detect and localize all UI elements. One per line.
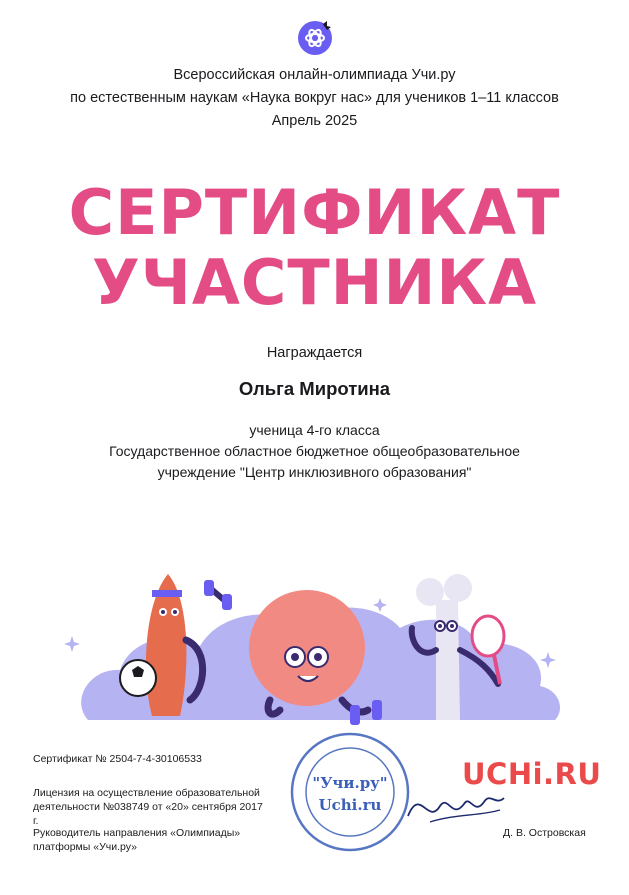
uchi-stamp-icon <box>288 730 412 854</box>
sparkle-icon <box>64 636 80 652</box>
signer-name: Д. В. Островская <box>503 827 586 839</box>
uchi-brand-logo: UCHi.RU <box>462 757 602 791</box>
certificate-title-line-2: УЧАСТНИКА <box>91 246 538 319</box>
awarded-label: Награждается <box>266 345 363 361</box>
license-line-1: Лицензия на осуществление образовательной <box>33 787 260 799</box>
recipient-details <box>0 420 629 483</box>
school-line-2: учреждение "Центр инклюзивного образования" <box>157 464 472 480</box>
sparkle-icon <box>373 598 387 612</box>
head-line-2: платформы «Учи.ру» <box>33 841 137 853</box>
sparkle-icon <box>228 572 244 588</box>
license-text <box>33 786 263 828</box>
olympiad-header <box>0 64 629 133</box>
header-line-1: Всероссийская онлайн-олимпиада Учи.ру <box>173 67 456 83</box>
header-line-2: по естественным наукам «Наука вокруг нас» для учеников 1–11 классов <box>70 90 559 106</box>
recipient-name: Ольга Миротина <box>238 378 391 399</box>
license-line-2: деятельности №038749 от «20» сентября 2017 г. <box>33 801 263 827</box>
sparkle-icon <box>540 652 556 668</box>
certificate-title-line-1: СЕРТИФИКАТ <box>68 176 561 249</box>
school-line-1: Государственное областное бюджетное общеобразовательное <box>109 443 520 459</box>
certificate-number: Сертификат № 2504-7-4-30106533 <box>33 753 202 765</box>
header-line-3: Апрель 2025 <box>271 113 358 129</box>
uchi-atom-logo-icon <box>296 16 334 56</box>
head-line-1: Руководитель направления «Олимпиады» <box>33 827 241 839</box>
head-of-department <box>33 826 263 854</box>
svg-text:Uchi.ru: Uchi.ru <box>318 796 382 814</box>
recipient-grade: ученица 4-го класса <box>249 422 380 438</box>
mascots-illustration <box>0 560 629 730</box>
svg-text:"Учи.ру": "Учи.ру" <box>312 774 388 792</box>
